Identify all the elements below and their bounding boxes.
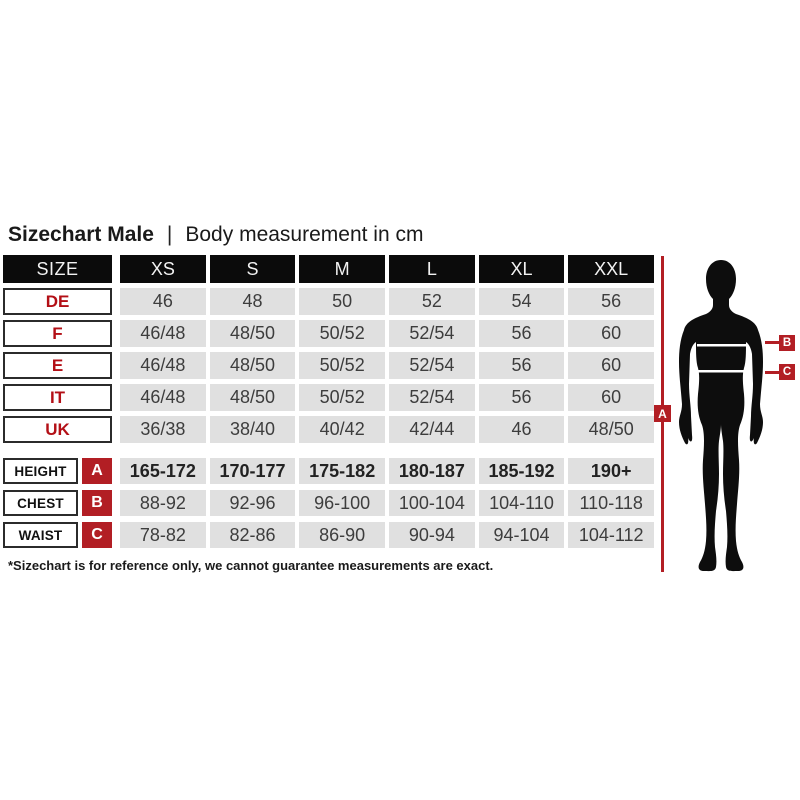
table-header-row xyxy=(3,255,654,283)
table-cell: 60 xyxy=(568,320,654,347)
waist-pointer-dash xyxy=(765,371,779,374)
chest-pointer-dash xyxy=(765,341,779,344)
table-cell: 86-90 xyxy=(299,522,385,548)
table-cell: 50/52 xyxy=(299,352,385,379)
marker-c-badge: C xyxy=(82,522,112,548)
marker-b-badge: B xyxy=(82,490,112,516)
table-cell: 38/40 xyxy=(210,416,296,443)
title-main: Sizechart Male xyxy=(8,223,154,246)
table-cell: 48/50 xyxy=(568,416,654,443)
header-size: SIZE xyxy=(3,255,112,283)
row-label-it: IT xyxy=(3,384,112,411)
table-cell: 190+ xyxy=(568,458,654,484)
table-cell: 48/50 xyxy=(210,384,296,411)
chest-measure-line xyxy=(697,344,747,347)
table-row-f xyxy=(3,320,654,347)
table-cell: 175-182 xyxy=(299,458,385,484)
table-cell: 170-177 xyxy=(210,458,296,484)
table-cell: 78-82 xyxy=(120,522,206,548)
header-col-l: L xyxy=(389,255,475,283)
table-cell: 48/50 xyxy=(210,352,296,379)
table-cell: 96-100 xyxy=(299,490,385,516)
table-row-uk xyxy=(3,416,654,443)
figure-marker-b: B xyxy=(779,335,795,351)
table-cell: 42/44 xyxy=(389,416,475,443)
figure-marker-c: C xyxy=(779,364,795,380)
table-cell: 92-96 xyxy=(210,490,296,516)
title-separator: | xyxy=(166,223,173,246)
table-cell: 165-172 xyxy=(120,458,206,484)
waist-measure-line xyxy=(699,370,745,373)
row-label-waist: WAIST xyxy=(3,522,78,548)
title-subtitle: Body measurement in cm xyxy=(185,223,424,246)
table-cell: 46/48 xyxy=(120,384,206,411)
table-cell: 54 xyxy=(479,288,565,315)
figure-marker-a: A xyxy=(654,405,671,422)
table-cell: 100-104 xyxy=(389,490,475,516)
table-row-de xyxy=(3,288,654,315)
table-row-it xyxy=(3,384,654,411)
table-row-chest xyxy=(3,490,654,516)
header-col-xxl: XXL xyxy=(568,255,654,283)
table-cell: 52/54 xyxy=(389,320,475,347)
table-cell: 185-192 xyxy=(479,458,565,484)
table-cell: 60 xyxy=(568,352,654,379)
table-cell: 46 xyxy=(479,416,565,443)
table-cell: 50/52 xyxy=(299,320,385,347)
table-cell: 48 xyxy=(210,288,296,315)
table-cell: 88-92 xyxy=(120,490,206,516)
table-cell: 40/42 xyxy=(299,416,385,443)
table-cell: 94-104 xyxy=(479,522,565,548)
table-cell: 36/38 xyxy=(120,416,206,443)
header-col-s: S xyxy=(210,255,296,283)
row-label-de: DE xyxy=(3,288,112,315)
row-label-height: HEIGHT xyxy=(3,458,78,484)
table-cell: 50 xyxy=(299,288,385,315)
row-label-f: F xyxy=(3,320,112,347)
table-cell: 56 xyxy=(479,320,565,347)
marker-a-badge: A xyxy=(82,458,112,484)
row-label-chest: CHEST xyxy=(3,490,78,516)
row-label-e: E xyxy=(3,352,112,379)
table-row-height xyxy=(3,458,654,484)
row-label-uk: UK xyxy=(3,416,112,443)
table-cell: 56 xyxy=(479,352,565,379)
table-cell: 46/48 xyxy=(120,320,206,347)
table-cell: 82-86 xyxy=(210,522,296,548)
sizechart-table xyxy=(3,255,654,554)
table-cell: 46 xyxy=(120,288,206,315)
header-col-xl: XL xyxy=(479,255,565,283)
table-cell: 46/48 xyxy=(120,352,206,379)
header-col-m: M xyxy=(299,255,385,283)
table-cell: 60 xyxy=(568,384,654,411)
table-cell: 104-112 xyxy=(568,522,654,548)
header-col-xs: XS xyxy=(120,255,206,283)
male-body-silhouette-icon xyxy=(676,258,766,573)
table-cell: 90-94 xyxy=(389,522,475,548)
table-cell: 52/54 xyxy=(389,352,475,379)
footnote-text: *Sizechart is for reference only, we cannot guarantee measurements are exact. xyxy=(8,558,494,573)
table-cell: 50/52 xyxy=(299,384,385,411)
table-cell: 56 xyxy=(568,288,654,315)
table-cell: 110-118 xyxy=(568,490,654,516)
page-title xyxy=(8,223,423,247)
table-cell: 52/54 xyxy=(389,384,475,411)
table-cell: 52 xyxy=(389,288,475,315)
table-row-waist xyxy=(3,522,654,548)
table-cell: 180-187 xyxy=(389,458,475,484)
table-row-e xyxy=(3,352,654,379)
table-cell: 104-110 xyxy=(479,490,565,516)
table-cell: 48/50 xyxy=(210,320,296,347)
table-cell: 56 xyxy=(479,384,565,411)
